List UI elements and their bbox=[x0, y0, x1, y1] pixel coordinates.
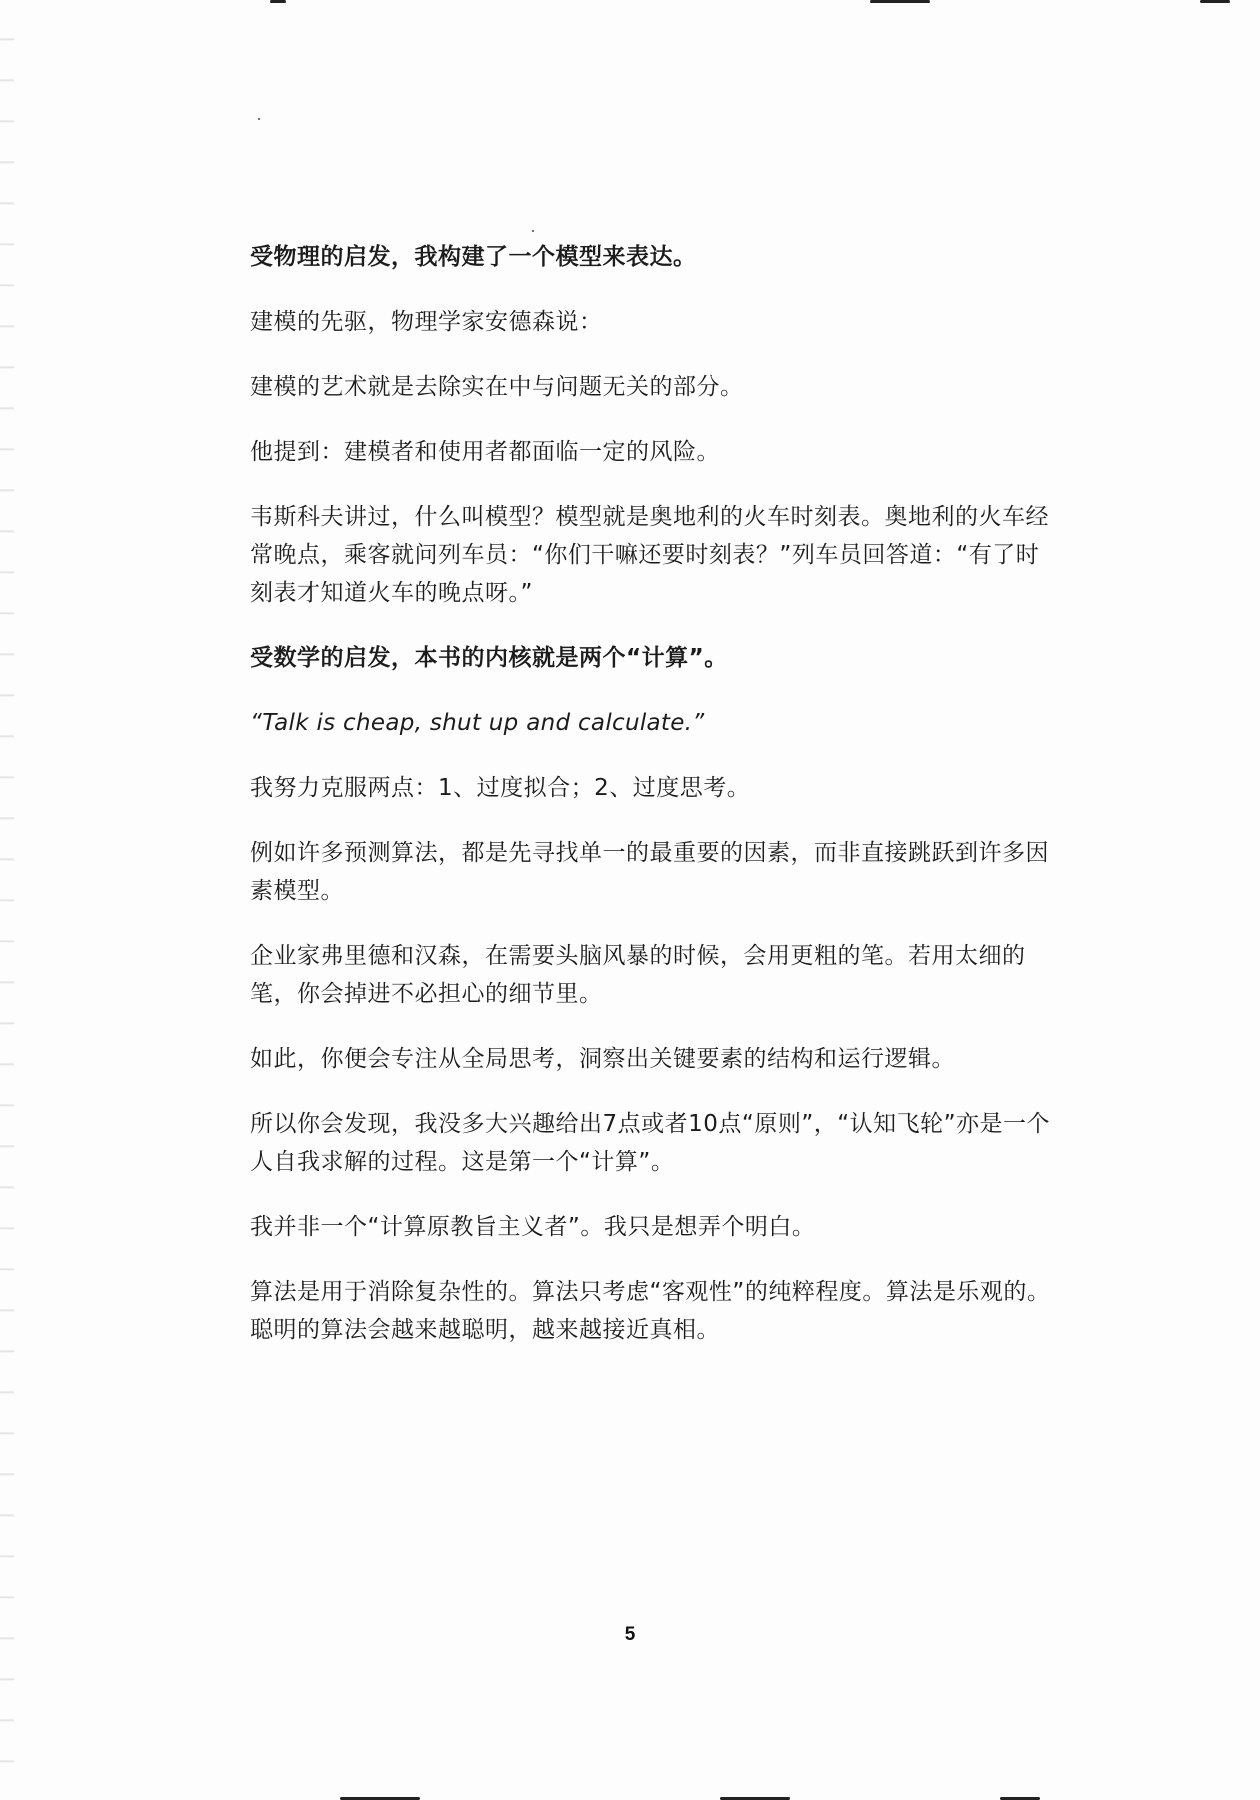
paragraph: 如此，你便会专注从全局思考，洞察出关键要素的结构和运行逻辑。 bbox=[250, 1046, 955, 1072]
paragraph: 企业家弗里德和汉森，在需要头脑风暴的时候，会用更粗的笔。若用太细的笔，你会掉进不必担心的细节里。 bbox=[250, 943, 1026, 1007]
paragraph: 受物理的启发，我构建了一个模型来表达。 bbox=[250, 244, 697, 270]
scan-mark bbox=[870, 0, 930, 3]
paragraph: 建模的先驱，物理学家安德森说： bbox=[250, 309, 603, 335]
page-number: 5 bbox=[624, 1624, 636, 1645]
paragraph: 建模的艺术就是去除实在中与问题无关的部分。 bbox=[250, 374, 744, 400]
paragraph: 韦斯科夫讲过，什么叫模型？模型就是奥地利的火车时刻表。奥地利的火车经常晚点，乘客就问列车员：“你们干嘛还要时刻表？”列车员回答道：“有了时刻表才知道火车的晚点呀。” bbox=[250, 504, 1049, 606]
scan-speck bbox=[532, 230, 534, 232]
paragraph: 我并非一个“计算原教旨主义者”。我只是想弄个明白。 bbox=[250, 1214, 816, 1240]
paragraph: 他提到：建模者和使用者都面临一定的风险。 bbox=[250, 439, 720, 465]
body-text bbox=[250, 238, 1060, 1349]
scan-edge-artifact bbox=[0, 0, 14, 1800]
scan-mark bbox=[270, 0, 286, 3]
paragraph: 我努力克服两点：1、过度拟合；2、过度思考。 bbox=[250, 775, 751, 801]
paragraph: 所以你会发现，我没多大兴趣给出7点或者10点“原则”，“认知飞轮”亦是一个人自我求解的过程。这是第一个“计算”。 bbox=[250, 1111, 1051, 1175]
paragraph: 受数学的启发，本书的内核就是两个“计算”。 bbox=[250, 645, 728, 671]
paragraph: 算法是用于消除复杂性的。算法只考虑“客观性”的纯粹程度。算法是乐观的。聪明的算法会越来越聪明，越来越接近真相。 bbox=[250, 1279, 1051, 1343]
quote-paragraph: “Talk is cheap, shut up and calculate.” bbox=[250, 710, 705, 736]
paragraph: 例如许多预测算法，都是先寻找单一的最重要的因素，而非直接跳跃到许多因素模型。 bbox=[250, 840, 1049, 904]
scan-speck bbox=[258, 118, 260, 120]
scan-mark bbox=[1200, 0, 1230, 3]
